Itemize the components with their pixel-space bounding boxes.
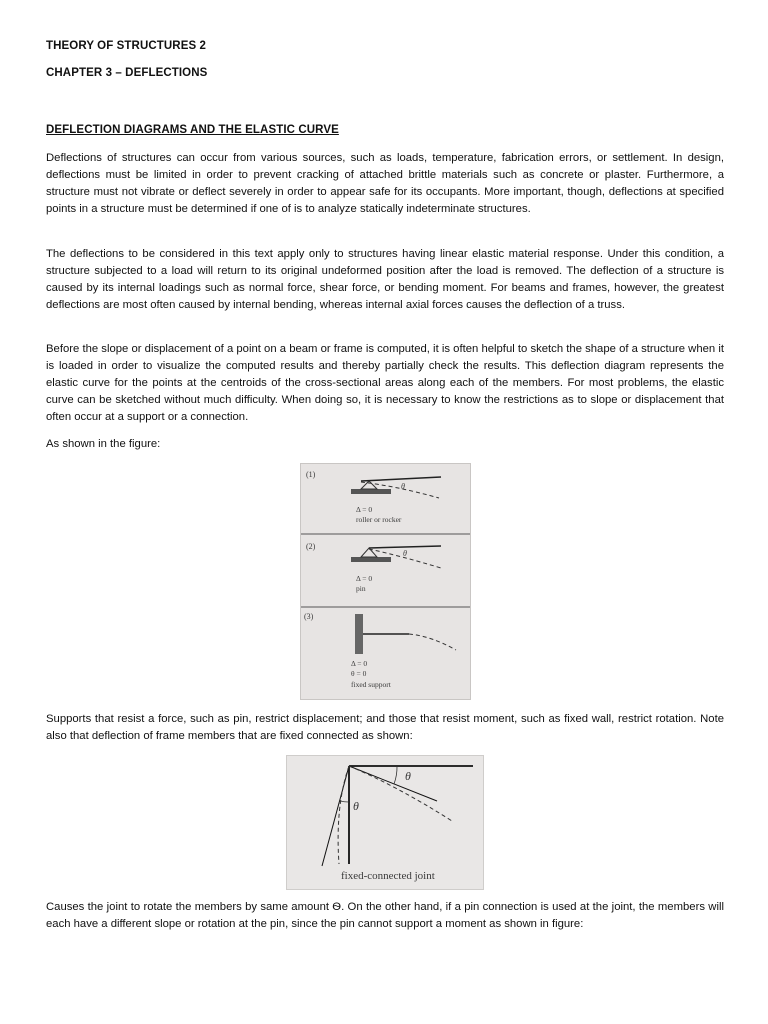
paragraph-elastic-curve: Before the slope or displacement of a point on a beam or frame is computed, it is often helpful to sketch the shape of a structure when it is loaded in order to visualize the computed results and thereby partially check the results. This deflection diagram represents the elastic curve for the points at the centroids of the cross-sectional areas along each of the members. For most problems, the elastic curve can be sketched without much difficulty. When doing so, it is necessary to know the restrictions as to slope or displacement that often occur at a support or a connection.	[46, 343, 724, 423]
rotation-label: θ = 0	[351, 669, 367, 678]
beam-elastic-curve	[349, 766, 452, 821]
panel-number: (3)	[304, 612, 314, 621]
elastic-curve	[409, 634, 456, 650]
course-title: THEORY OF STRUCTURES 2	[46, 40, 207, 52]
fixed-joint-drawing	[287, 756, 483, 889]
fixed-connected-joint-figure	[286, 755, 484, 890]
support-types-figure	[300, 463, 471, 700]
angle-arc	[394, 766, 397, 784]
support-name: roller or rocker	[356, 515, 402, 524]
paragraph-linear-elastic: The deflections to be considered in this text apply only to structures having linear elastic material response. Under this condition, a structure subjected to a load will return to its original undeformed position after the load is removed. The deflection of a structure is caused by its internal loadings such as normal force, shear force, or bending moment. For beams and frames, however, the greatest deflections are most often caused by internal bending, whereas internal axial forces causes the deflection of a truss.	[46, 248, 724, 311]
support-name: pin	[356, 584, 366, 593]
paragraph-supports: Supports that resist a force, such as pin, restrict displacement; and those that resist moment, such as fixed wall, restrict rotation. Note also that deflection of frame members that are fixed connected as shown:	[46, 713, 724, 742]
figure-caption: fixed-connected joint	[341, 870, 435, 882]
theta-label: θ	[353, 799, 359, 813]
deflected-member	[361, 477, 441, 481]
theta-label: θ	[401, 482, 405, 491]
support-name: fixed support	[351, 680, 391, 689]
fixed-support-panel	[304, 612, 456, 689]
roller-base	[351, 489, 391, 494]
angle-arc	[340, 801, 349, 802]
displacement-label: Δ = 0	[356, 505, 373, 514]
paragraph-deflection-sources: Deflections of structures can occur from various sources, such as loads, temperature, fabrication errors, or settlement. In design, deflections must be limited in order to prevent cracking of attached brittle materials such as concrete or plaster. Furthermore, a structure must not vibrate or deflect severely in order to appear safe for its occupants. More important, though, deflections at specified points in a structure must be determined if one of is to analyze statically indeterminate structures.	[46, 152, 724, 215]
deflected-member	[369, 546, 441, 548]
panel-number: (1)	[306, 470, 316, 479]
pin-base	[351, 557, 391, 562]
theta-label: θ	[405, 769, 411, 783]
support-types-drawing	[301, 464, 470, 699]
fixed-wall-icon	[355, 614, 363, 654]
paragraph-joint-rotation: Causes the joint to rotate the members by same amount Ѳ. On the other hand, if a pin connection is used at the joint, the members will each have a different slope or rotation at the pin, since the pin cannot support a moment as shown in figure:	[46, 901, 724, 930]
column-elastic-curve	[338, 766, 349, 864]
section-title: DEFLECTION DIAGRAMS AND THE ELASTIC CURVE	[46, 124, 339, 136]
roller-support-panel	[306, 470, 441, 524]
panel-number: (2)	[306, 542, 316, 551]
pin-support-panel	[306, 542, 441, 593]
displacement-label: Δ = 0	[356, 574, 373, 583]
theta-label: θ	[403, 549, 407, 558]
chapter-title: CHAPTER 3 – DEFLECTIONS	[46, 67, 208, 79]
displacement-label: Δ = 0	[351, 659, 368, 668]
paragraph-figure-intro: As shown in the figure:	[46, 438, 161, 450]
